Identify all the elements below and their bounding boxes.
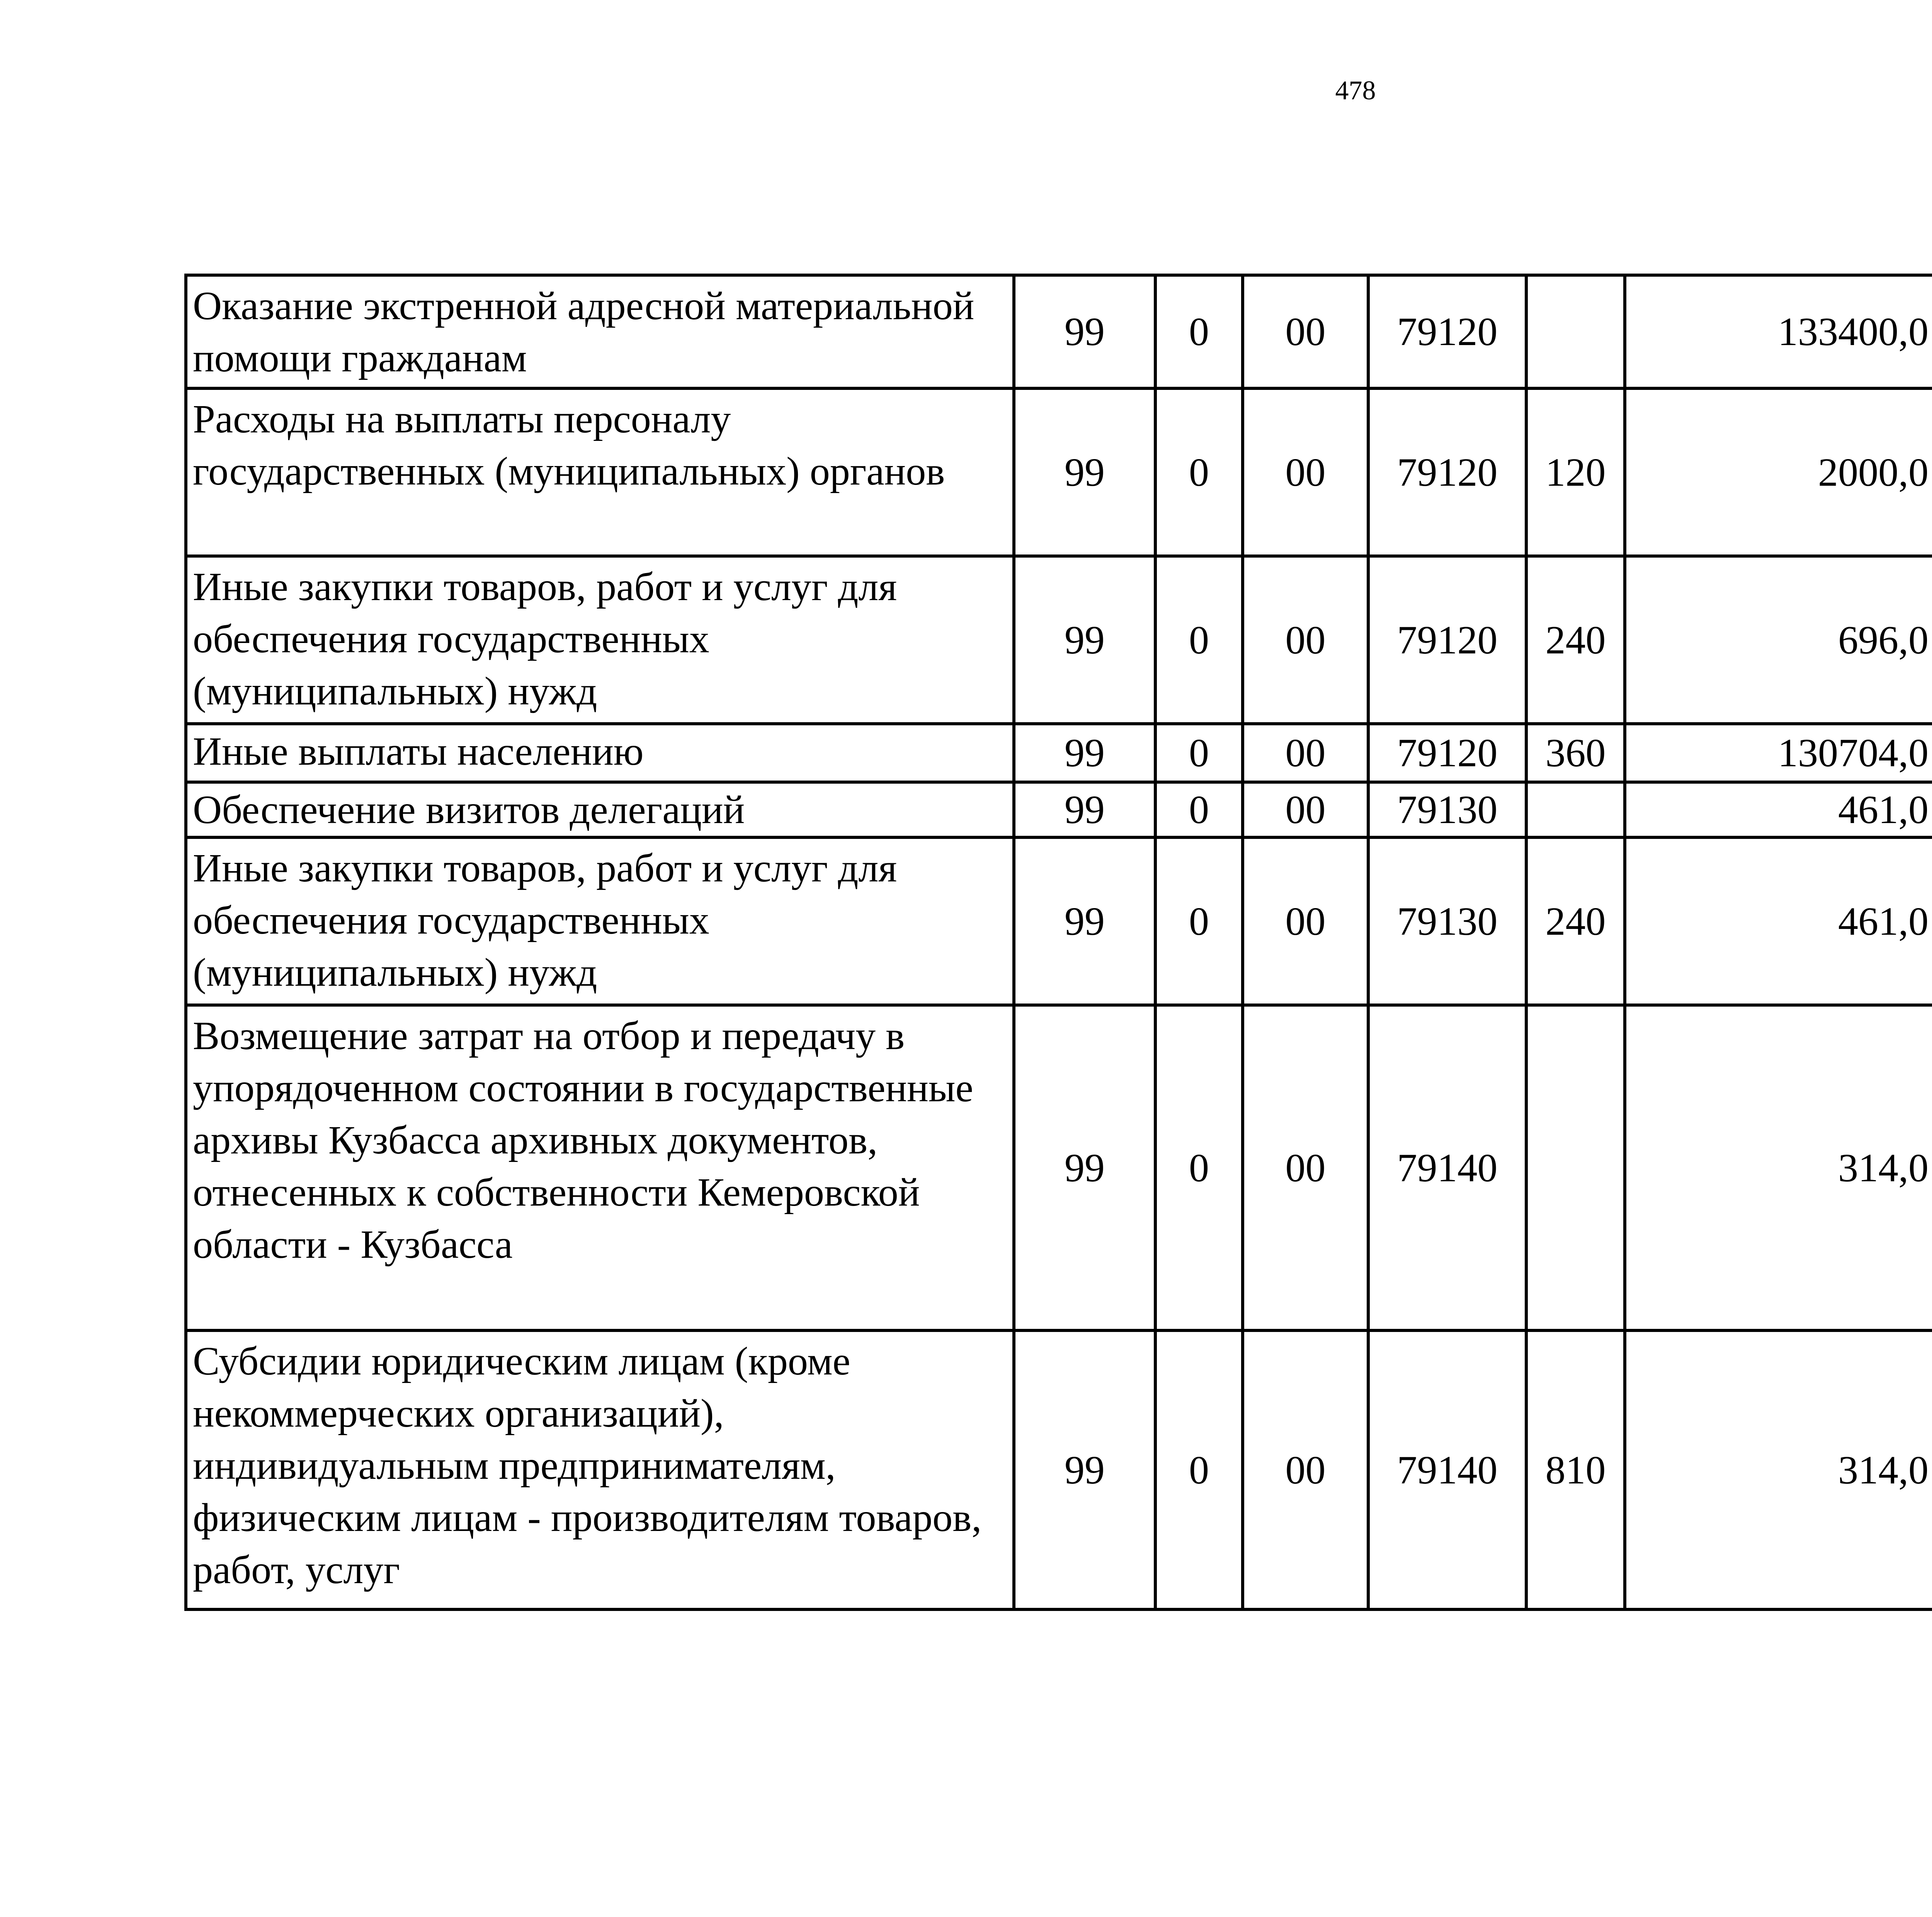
cell-subprogram: 0 <box>1155 724 1243 782</box>
row-name: Возмещение затрат на отбор и передачу в упорядоченном состоянии в государственные архивы Кузбасса архивных документов, отнесенных к собственности Кемеровской области - Кузбасса <box>186 1005 1014 1330</box>
cell-direction: 00 <box>1243 275 1368 388</box>
cell-code: 79140 <box>1368 1330 1526 1609</box>
cell-program: 99 <box>1014 1005 1155 1330</box>
row-name: Расходы на выплаты персоналу государственных (муниципальных) органов <box>186 388 1014 556</box>
cell-expense-type <box>1526 1005 1625 1330</box>
cell-code: 79120 <box>1368 556 1526 724</box>
cell-program: 99 <box>1014 724 1155 782</box>
table-row <box>186 556 1932 724</box>
table-row <box>186 782 1932 837</box>
cell-program: 99 <box>1014 1330 1155 1609</box>
cell-code: 79140 <box>1368 1005 1526 1330</box>
table-row <box>186 275 1932 388</box>
cell-direction: 00 <box>1243 837 1368 1005</box>
cell-program: 99 <box>1014 275 1155 388</box>
table-row <box>186 388 1932 556</box>
table-row <box>186 724 1932 782</box>
row-name: Субсидии юридическим лицам (кроме некоммерческих организаций), индивидуальным предпринимателям, физическим лицам - производителям товаров, работ, услуг <box>186 1330 1014 1609</box>
cell-subprogram: 0 <box>1155 275 1243 388</box>
cell-amount-year1: 461,0 <box>1625 837 1932 1005</box>
cell-program: 99 <box>1014 556 1155 724</box>
cell-direction: 00 <box>1243 388 1368 556</box>
cell-expense-type <box>1526 782 1625 837</box>
table-row <box>186 1005 1932 1330</box>
cell-subprogram: 0 <box>1155 782 1243 837</box>
cell-program: 99 <box>1014 782 1155 837</box>
cell-amount-year1: 133400,0 <box>1625 275 1932 388</box>
cell-subprogram: 0 <box>1155 837 1243 1005</box>
cell-subprogram: 0 <box>1155 1330 1243 1609</box>
row-name: Оказание экстренной адресной материальной помощи гражданам <box>186 275 1014 388</box>
cell-amount-year1: 314,0 <box>1625 1005 1932 1330</box>
cell-direction: 00 <box>1243 1330 1368 1609</box>
cell-code: 79130 <box>1368 782 1526 837</box>
table-row <box>186 837 1932 1005</box>
cell-code: 79120 <box>1368 724 1526 782</box>
cell-amount-year1: 2000,0 <box>1625 388 1932 556</box>
cell-amount-year1: 130704,0 <box>1625 724 1932 782</box>
page-number: 478 <box>1335 76 1376 105</box>
row-name: Иные закупки товаров, работ и услуг для обеспечения государственных (муниципальных) нужд <box>186 837 1014 1005</box>
cell-code: 79120 <box>1368 275 1526 388</box>
cell-expense-type: 240 <box>1526 556 1625 724</box>
cell-program: 99 <box>1014 388 1155 556</box>
cell-expense-type: 240 <box>1526 837 1625 1005</box>
cell-subprogram: 0 <box>1155 556 1243 724</box>
budget-table <box>184 274 1932 1611</box>
row-name: Иные закупки товаров, работ и услуг для обеспечения государственных (муниципальных) нужд <box>186 556 1014 724</box>
cell-amount-year1: 696,0 <box>1625 556 1932 724</box>
cell-direction: 00 <box>1243 782 1368 837</box>
cell-expense-type: 360 <box>1526 724 1625 782</box>
cell-amount-year1: 461,0 <box>1625 782 1932 837</box>
table-row <box>186 1330 1932 1609</box>
cell-amount-year1: 314,0 <box>1625 1330 1932 1609</box>
cell-expense-type: 120 <box>1526 388 1625 556</box>
cell-direction: 00 <box>1243 556 1368 724</box>
cell-code: 79130 <box>1368 837 1526 1005</box>
row-name: Обеспечение визитов делегаций <box>186 782 1014 837</box>
cell-expense-type: 810 <box>1526 1330 1625 1609</box>
row-name: Иные выплаты населению <box>186 724 1014 782</box>
cell-direction: 00 <box>1243 724 1368 782</box>
cell-subprogram: 0 <box>1155 1005 1243 1330</box>
cell-direction: 00 <box>1243 1005 1368 1330</box>
cell-subprogram: 0 <box>1155 388 1243 556</box>
cell-program: 99 <box>1014 837 1155 1005</box>
cell-expense-type <box>1526 275 1625 388</box>
cell-code: 79120 <box>1368 388 1526 556</box>
